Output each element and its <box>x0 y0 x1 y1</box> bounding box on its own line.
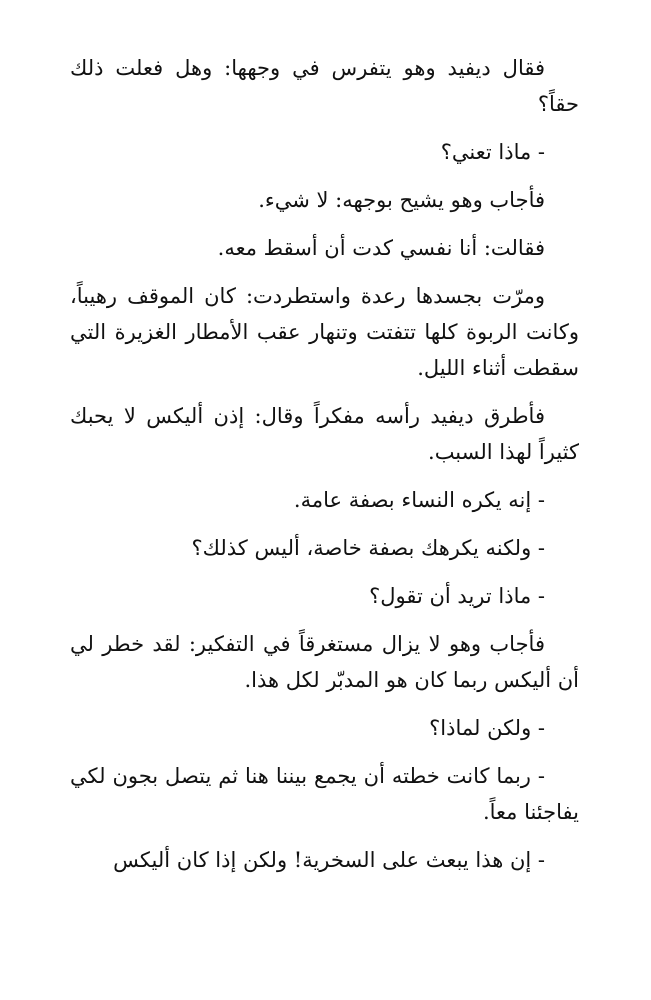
paragraph-11: - ولكن لماذا؟ <box>429 716 545 740</box>
paragraph-8: - ولكنه يكرهك بصفة خاصة، أليس كذلك؟ <box>191 536 545 560</box>
paragraph-7: - إنه يكره النساء بصفة عامة. <box>293 488 545 512</box>
paragraph-10: فأجاب وهو لا يزال مستغرقاً في التفكير: لقد خطر لي أن أليكس ربما كان هو المدبّر لكل هذا. <box>70 632 579 692</box>
paragraph-13: - إن هذا يبعث على السخرية! ولكن إذا كان أليكس <box>113 848 545 872</box>
paragraph-3: فأجاب وهو يشيح بوجهه: لا شيء. <box>258 188 545 212</box>
paragraph-6: فأطرق ديفيد رأسه مفكراً وقال: إذن أليكس لا يحبك كثيراً لهذا السبب. <box>70 404 579 464</box>
paragraph-12: - ربما كانت خطته أن يجمع بيننا هنا ثم يتصل بجون لكي يفاجئنا معاً. <box>70 764 579 824</box>
paragraph-5: ومرّت بجسدها رعدة واستطردت: كان الموقف رهيباً، وكانت الربوة كلها تتفتت وتنهار عقب الأمطار الغزيرة التي سقطت أثناء الليل. <box>70 284 579 380</box>
paragraph-2: - ماذا تعني؟ <box>440 140 545 164</box>
paragraph-4: فقالت: أنا نفسي كدت أن أسقط معه. <box>217 236 545 260</box>
paragraph-1: فقال ديفيد وهو يتفرس في وجهها: وهل فعلت ذلك حقاً؟ <box>70 56 579 116</box>
paragraph-9: - ماذا تريد أن تقول؟ <box>369 584 545 608</box>
